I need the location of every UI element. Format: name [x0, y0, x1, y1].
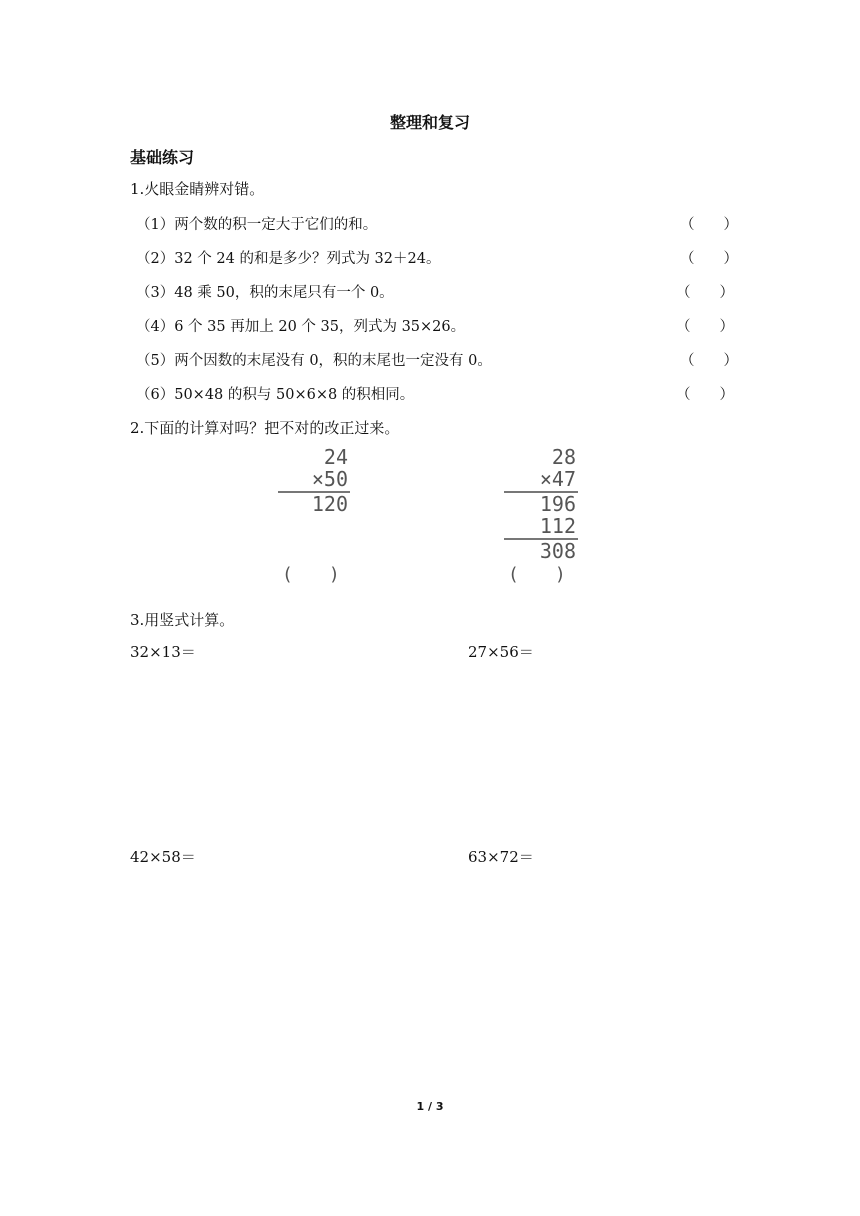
calc-a-multiplier: ×50	[311, 467, 348, 491]
q1-answer-4[interactable]: （ ）	[676, 319, 734, 335]
q1-item-3: （3）48 乘 50，积的末尾只有一个 0。	[136, 285, 394, 301]
problem-2: 27×56＝	[468, 643, 534, 661]
q1-answer-3[interactable]: （ ）	[676, 285, 734, 301]
vertical-calc-a	[278, 446, 358, 586]
section-heading: 基础练习	[130, 148, 195, 167]
q1-answer-1[interactable]: （ ）	[680, 217, 738, 233]
calc-a-multiplicand: 24	[323, 445, 348, 469]
calc-b-multiplicand: 28	[551, 445, 576, 469]
calc-b-product: 308	[539, 539, 576, 563]
q1-answer-2[interactable]: （ ）	[680, 251, 738, 267]
question-1-heading: 1.火眼金睛辨对错。	[130, 180, 265, 198]
q1-answer-5[interactable]: （ ）	[680, 353, 738, 369]
calc-b-partial-2: 112	[539, 514, 576, 538]
problem-3: 42×58＝	[130, 848, 196, 866]
calc-b-answer-paren[interactable]: ( )	[508, 564, 566, 585]
problem-4: 63×72＝	[468, 848, 534, 866]
problem-1: 32×13＝	[130, 643, 196, 661]
question-2-heading: 2.下面的计算对吗？把不对的改正过来。	[130, 419, 400, 437]
q1-item-2: （2）32 个 24 的和是多少？列式为 32＋24。	[136, 251, 441, 267]
q1-answer-6[interactable]: （ ）	[676, 387, 734, 403]
q1-item-1: （1）两个数的积一定大于它们的和。	[136, 217, 378, 233]
page-number: 1 / 3	[416, 1100, 444, 1113]
calc-a-product: 120	[311, 492, 348, 516]
vertical-calc-b	[504, 446, 594, 586]
q1-item-4: （4）6 个 35 再加上 20 个 35，列式为 35×26。	[136, 319, 466, 335]
calc-b-multiplier: ×47	[539, 467, 576, 491]
question-3-heading: 3.用竖式计算。	[130, 611, 235, 629]
calc-b-partial-1: 196	[539, 492, 576, 516]
q1-item-6: （6）50×48 的积与 50×6×8 的积相同。	[136, 387, 415, 403]
q1-item-5: （5）两个因数的末尾没有 0，积的末尾也一定没有 0。	[136, 353, 492, 369]
page-title: 整理和复习	[389, 113, 470, 132]
calc-a-answer-paren[interactable]: ( )	[282, 564, 340, 585]
